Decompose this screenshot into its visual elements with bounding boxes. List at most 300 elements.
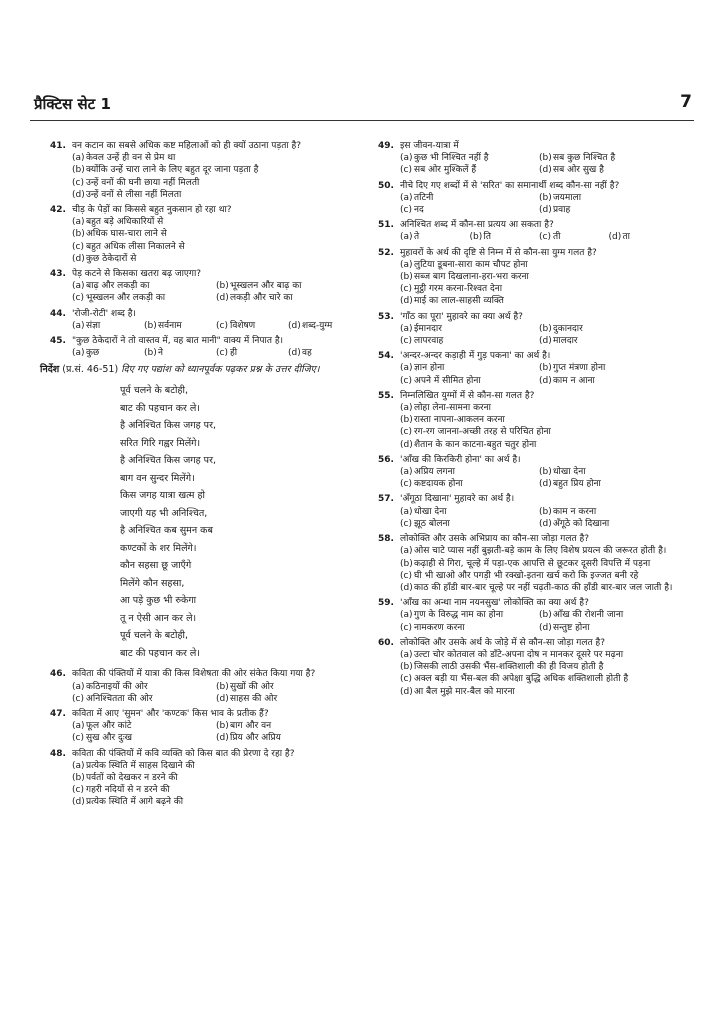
question-number: 50. <box>378 180 394 191</box>
option-text: अक्ल बड़ी या भैंस-बल की अपेक्षा बुद्धि अधिक शक्तिशाली होती है <box>414 674 629 685</box>
question-stem <box>50 308 360 320</box>
question-number: 48. <box>50 748 66 759</box>
option-text: अप्रिय लगना <box>414 467 455 478</box>
header-divider <box>30 120 694 121</box>
option-label: (d) <box>72 189 85 200</box>
option-text: सन्तुष्ट होना <box>553 622 590 633</box>
option-item <box>72 280 216 292</box>
question-text: 'आँख का अन्धा नाम नयनसुख' लोकोक्ति का क्या अर्थ है? <box>400 598 589 609</box>
option-text: नद <box>414 205 424 216</box>
option-item <box>539 362 678 374</box>
question-stem <box>50 708 360 720</box>
option-text: ज्ञान होना <box>414 363 445 374</box>
option-item <box>400 518 539 530</box>
option-item <box>539 478 678 490</box>
option-item <box>72 347 144 359</box>
options-list <box>50 347 360 359</box>
option-label: (c) <box>400 284 412 295</box>
poem-line: सरित गिरि गह्वर मिलेंगे। <box>120 437 201 449</box>
question-item <box>378 180 678 217</box>
option-text: बहुत प्रिय होना <box>553 479 601 490</box>
option-text: सुखों की ओर <box>230 681 274 692</box>
poem-line: है अनिश्चित किस जगह पर, <box>120 420 216 432</box>
question-number: 58. <box>378 534 394 545</box>
option-label: (c) <box>400 479 412 490</box>
option-label: (b) <box>539 323 552 334</box>
option-label: (c) <box>400 570 412 581</box>
question-item <box>378 311 678 348</box>
option-item <box>72 292 216 304</box>
question-text: नीचे दिए गए शब्दों में से 'सरित' का समानार्थी शब्द कौन-सा नहीं है? <box>400 180 620 191</box>
option-label: (d) <box>288 348 301 359</box>
option-item <box>470 231 540 243</box>
option-label: (b) <box>72 165 85 176</box>
option-text: सब ओर मुश्किलें हैं <box>414 165 477 176</box>
option-label: (c) <box>400 336 412 347</box>
option-item <box>288 320 360 332</box>
option-label: (b) <box>72 229 85 240</box>
option-label: (d) <box>539 518 552 529</box>
option-label: (d) <box>400 686 413 697</box>
option-item <box>539 152 678 164</box>
option-text: ति <box>483 232 491 243</box>
option-text: रग-रग जानना-अच्छी तरह से परिचित होना <box>414 427 551 438</box>
options-list <box>378 402 678 451</box>
option-label: (b) <box>400 272 413 283</box>
option-item <box>400 686 678 698</box>
question-number: 54. <box>378 351 394 362</box>
option-item <box>400 466 539 478</box>
option-text: प्रत्येक स्थिति में आगे बढ़ने की <box>86 797 184 808</box>
directions-text: दिए गए पद्यांश को ध्यानपूर्वक पढ़कर प्रश्न के उत्तर दीजिए। <box>121 364 320 376</box>
option-item <box>216 732 360 744</box>
option-label: (b) <box>216 721 229 732</box>
option-text: उन्हें वनों से लीसा नहीं मिलता <box>86 189 182 200</box>
option-text: लुटिया डूबना-सारा काम चौपट होना <box>414 259 528 270</box>
option-item <box>400 362 539 374</box>
question-item <box>378 247 678 308</box>
option-text: ही <box>230 348 238 359</box>
option-item <box>144 347 216 359</box>
option-label: (a) <box>400 259 413 270</box>
right-column <box>378 140 678 701</box>
option-text: अँगूठे को दिखाना <box>553 518 610 529</box>
option-item <box>400 426 678 438</box>
option-text: वह <box>302 348 312 359</box>
question-stem <box>50 335 360 347</box>
option-label: (a) <box>72 281 85 292</box>
option-text: प्रवाह <box>553 205 571 216</box>
option-text: दुकानदार <box>553 323 583 334</box>
question-text: "कुछ ठेकेदारों ने तो वास्तव में, वह बात मानी" वाक्य में निपात है। <box>72 336 284 347</box>
option-text: कठिनाइयों की ओर <box>86 681 148 692</box>
option-label: (a) <box>400 506 413 517</box>
option-text: लोहा लेना-सामना करना <box>414 403 491 414</box>
options-list <box>50 760 360 809</box>
option-label: (c) <box>400 622 412 633</box>
option-text: क्योंकि उन्हें चारा लाने के लिए बहुत दूर जाना पड़ता है <box>86 165 259 176</box>
question-stem <box>50 668 360 680</box>
option-label: (d) <box>539 336 552 347</box>
option-text: ती <box>553 232 561 243</box>
question-stem <box>378 140 678 152</box>
option-item <box>72 216 360 228</box>
option-text: प्रत्येक स्थिति में साहस दिखाने की <box>86 760 195 771</box>
option-item <box>72 241 360 253</box>
option-text: प्रिय और अप्रिय <box>230 733 281 744</box>
question-text: इस जीवन-यात्रा में <box>400 141 459 151</box>
option-item <box>216 347 288 359</box>
option-item <box>539 204 678 216</box>
question-number: 57. <box>378 494 394 505</box>
option-text: सब कुछ निश्चित है <box>553 153 616 164</box>
option-item <box>144 320 216 332</box>
question-stem <box>378 597 678 609</box>
option-text: सुख और दुःख <box>86 733 133 744</box>
question-item <box>378 140 678 177</box>
option-label: (d) <box>539 165 552 176</box>
option-label: (a) <box>400 232 413 243</box>
option-item <box>72 760 360 772</box>
option-label: (c) <box>72 241 84 252</box>
question-item <box>50 748 360 809</box>
question-stem <box>50 140 360 152</box>
question-text: कविता की पंक्तियों में यात्रा की किस विशेषता की ओर संकेत किया गया है? <box>72 669 316 680</box>
option-item <box>400 335 539 347</box>
option-text: मालदार <box>553 336 578 347</box>
poem-passage <box>50 382 360 662</box>
options-list <box>378 649 678 698</box>
option-label: (b) <box>469 232 483 243</box>
poem-line: पूर्व चलने के बटोही, <box>120 385 188 397</box>
option-item <box>400 414 678 426</box>
option-item <box>539 164 678 176</box>
question-number: 43. <box>50 269 66 280</box>
question-text: अनिश्चित शब्द में कौन-सा प्रत्यय आ सकता है? <box>400 220 554 231</box>
option-item <box>539 609 678 621</box>
option-label: (a) <box>72 153 85 164</box>
option-label: (d) <box>400 296 413 307</box>
options-list <box>378 545 678 594</box>
options-list <box>378 259 678 308</box>
option-item <box>539 466 678 478</box>
option-item <box>72 720 216 732</box>
option-label: (b) <box>72 773 85 784</box>
option-label: (b) <box>539 363 552 374</box>
option-label: (a) <box>400 610 413 621</box>
option-label: (c) <box>72 177 84 188</box>
question-number: 51. <box>378 220 394 231</box>
question-text: कविता में आए 'सुमन' और 'कण्टक' किस भाव के प्रतीक हैं? <box>72 709 269 720</box>
option-item <box>400 439 678 451</box>
question-item <box>378 637 678 698</box>
poem-line: मिलेंगे कौन सहसा, <box>120 577 185 589</box>
option-label: (d) <box>216 693 229 704</box>
options-list <box>50 320 360 332</box>
option-item <box>72 164 360 176</box>
question-text: 'अन्दर-अन्दर कड़ाही में गुड़ पकना' का अर्थ है। <box>400 351 551 362</box>
option-text: अनिश्चितता की ओर <box>86 693 153 704</box>
option-label: (d) <box>608 232 622 243</box>
option-text: आ बैल मुझे मार-बैल को मारना <box>414 686 515 697</box>
option-label: (d) <box>539 205 552 216</box>
directions-range: (प्र.सं. 46-51) <box>62 364 119 376</box>
option-item <box>400 375 539 387</box>
option-item <box>72 784 360 796</box>
question-number: 44. <box>50 308 66 319</box>
option-label: (b) <box>144 320 157 331</box>
option-item <box>400 649 678 661</box>
option-item <box>72 253 360 265</box>
options-list <box>378 231 678 243</box>
option-item <box>400 323 539 335</box>
question-text: पेड़ कटने से किसका खतरा बढ़ जाएगा? <box>72 269 202 280</box>
question-item <box>378 454 678 491</box>
question-text: कविता की पंक्तियों में कवि व्यक्ति को किस बात की प्रेरणा दे रहा है? <box>72 748 295 759</box>
option-label: (a) <box>72 760 85 771</box>
options-list <box>378 323 678 347</box>
option-text: सब ओर सुख है <box>553 165 604 176</box>
option-label: (a) <box>400 192 413 203</box>
poem-line: आ पड़े कुछ भी रुकेगा <box>120 595 197 607</box>
question-number: 46. <box>50 669 66 680</box>
question-number: 59. <box>378 598 394 609</box>
question-number: 53. <box>378 311 394 322</box>
option-text: लकड़ी और चारे का <box>230 293 293 304</box>
option-item <box>539 231 609 243</box>
options-list <box>378 152 678 176</box>
question-number: 49. <box>378 141 394 151</box>
options-list <box>378 192 678 216</box>
option-label: (a) <box>400 323 413 334</box>
option-text: अपने में सीमित होना <box>414 375 481 386</box>
option-text: रास्ता नापना-आकलन करना <box>414 415 505 426</box>
option-text: बाग और वन <box>230 721 272 732</box>
option-text: कुछ भी निश्चित नहीं है <box>414 153 489 164</box>
option-label: (b) <box>539 192 552 203</box>
option-item <box>400 661 678 673</box>
question-text: 'अँगूठा दिखाना' मुहावरे का अर्थ है। <box>400 494 515 505</box>
option-item <box>400 545 678 557</box>
option-label: (b) <box>400 662 413 673</box>
option-text: काठ की हाँडी बार-बार चूल्हे पर नहीं चढ़ती-काठ की हाँडी बार-बार जल जाती है। <box>414 582 673 593</box>
option-text: गुप्त मंत्रणा होना <box>553 363 606 374</box>
options-list <box>50 681 360 705</box>
option-item <box>400 506 539 518</box>
option-item <box>400 609 539 621</box>
poem-line: है अनिश्चित कब सुमन कब <box>120 525 213 537</box>
option-text: फूल और कांटे <box>86 721 132 732</box>
option-text: मुट्ठी गरम करना-रिश्वत देना <box>414 284 503 295</box>
poem-line: तू न ऐसी आन कर ले। <box>120 612 197 624</box>
directions-heading: निर्देश <box>40 364 60 376</box>
options-list <box>378 466 678 490</box>
question-text: मुहावरों के अर्थ की दृष्टि से निम्न में से कौन-सा युग्म गलत है? <box>400 247 597 258</box>
option-item <box>72 320 144 332</box>
option-text: बहुत बड़े अधिकारियों से <box>86 217 164 228</box>
option-label: (d) <box>72 253 85 264</box>
option-label: (a) <box>72 681 85 692</box>
option-item <box>72 693 216 705</box>
question-stem <box>378 350 678 362</box>
option-item <box>216 292 360 304</box>
option-item <box>72 681 216 693</box>
option-text: कुछ ठेकेदारों से <box>86 253 137 264</box>
option-label: (c) <box>216 348 228 359</box>
question-item <box>378 597 678 634</box>
option-item <box>72 189 360 201</box>
option-item <box>400 204 539 216</box>
option-item <box>72 796 360 808</box>
question-stem <box>378 390 678 402</box>
option-item <box>400 622 539 634</box>
option-text: कष्टदायक होना <box>414 479 463 490</box>
option-item <box>72 772 360 784</box>
option-text: भूस्खलन और बाढ़ का <box>230 281 302 292</box>
option-label: (b) <box>539 467 552 478</box>
option-label: (c) <box>72 733 84 744</box>
option-text: साहस की ओर <box>230 693 278 704</box>
option-text: केवल उन्हें ही वन से प्रेम था <box>86 153 176 164</box>
left-column <box>40 140 360 812</box>
option-item <box>216 693 360 705</box>
option-text: उल्टा चोर कोतवाल को डाँटे-अपना दोष न मानकर दूसरे पर मढ़ना <box>414 649 624 660</box>
option-text: ओस चाटे प्यास नहीं बुझती-बड़े काम के लिए विशेष प्रयत्न की जरूरत होती है। <box>414 546 667 557</box>
option-item <box>72 732 216 744</box>
option-label: (b) <box>144 348 157 359</box>
question-text: वन कटान का सबसे अधिक कष्ट महिलाओं को ही क्यों उठाना पड़ता है? <box>72 141 302 151</box>
poem-line: बाग वन सुन्दर मिलेंगे। <box>120 472 195 484</box>
option-item <box>400 582 678 594</box>
option-label: (b) <box>539 610 552 621</box>
options-list <box>50 720 360 744</box>
option-label: (a) <box>72 320 85 331</box>
option-text: तटिनी <box>414 192 434 203</box>
option-label: (d) <box>539 375 552 386</box>
option-item <box>400 152 539 164</box>
option-text: उन्हें वनों की घनी छाया नहीं मिलती <box>86 177 200 188</box>
option-item <box>400 673 678 685</box>
option-item <box>216 280 360 292</box>
option-text: ता <box>622 232 630 243</box>
question-stem <box>378 533 678 545</box>
option-item <box>400 295 678 307</box>
option-label: (b) <box>216 681 229 692</box>
option-item <box>539 192 678 204</box>
option-text: कढ़ाही से गिरा, चूल्हे में पड़ा-एक आपत्ति से छूटकर दूसरी विपत्ति में पड़ना <box>414 558 651 569</box>
option-item <box>539 622 678 634</box>
option-label: (a) <box>72 348 85 359</box>
option-item <box>539 506 678 518</box>
option-text: काम न करना <box>553 506 597 517</box>
option-item <box>400 271 678 283</box>
option-label: (c) <box>216 320 228 331</box>
question-item <box>50 140 360 201</box>
question-stem <box>378 219 678 231</box>
poem-line: बाट की पहचान कर ले। <box>120 402 200 414</box>
question-number: 60. <box>378 637 394 648</box>
option-label: (b) <box>539 153 552 164</box>
option-item <box>72 228 360 240</box>
option-item <box>400 164 539 176</box>
question-number: 55. <box>378 390 394 401</box>
option-label: (c) <box>400 427 412 438</box>
option-label: (b) <box>400 415 413 426</box>
question-stem <box>378 180 678 192</box>
option-text: भूस्खलन और लकड़ी का <box>86 293 166 304</box>
directions <box>40 363 360 376</box>
question-text: लोकोक्ति और उसके अर्थ के जोड़े में से कौन-सा जोड़ा गलत है? <box>400 637 605 648</box>
option-text: विशेषण <box>230 320 256 331</box>
option-item <box>72 152 360 164</box>
question-item <box>50 668 360 705</box>
question-item <box>378 350 678 387</box>
option-label: (d) <box>216 293 229 304</box>
option-item <box>539 375 678 387</box>
poem-line: कौन सहसा छू जाएँगे <box>120 560 192 572</box>
option-text: सर्वनाम <box>158 320 182 331</box>
question-number: 42. <box>50 205 66 216</box>
options-list <box>50 216 360 265</box>
question-stem <box>50 204 360 216</box>
option-text: माई का लाल-साहसी व्यक्ति <box>414 296 504 307</box>
option-text: बहुत अधिक लीसा निकालने से <box>86 241 185 252</box>
option-text: घी भी खाओ और पगड़ी भी रक्खो-इतना खर्च करो कि इज्जत बनी रहे <box>414 570 639 581</box>
option-item <box>539 335 678 347</box>
question-item <box>378 533 678 594</box>
poem-line: जाएगी यह भी अनिश्चित, <box>120 507 208 519</box>
option-label: (a) <box>400 649 413 660</box>
option-text: आँख की रोशनी जाना <box>553 610 624 621</box>
option-text: ने <box>158 348 163 359</box>
option-label: (c) <box>400 674 412 685</box>
option-label: (a) <box>72 217 85 228</box>
option-label: (b) <box>400 558 413 569</box>
option-label: (d) <box>539 622 552 633</box>
poem-line: किस जगह यात्रा खत्म हो <box>120 490 206 502</box>
question-number: 41. <box>50 141 66 151</box>
option-item <box>216 720 360 732</box>
question-number: 45. <box>50 336 66 347</box>
question-stem <box>50 268 360 280</box>
option-label: (c) <box>72 293 84 304</box>
question-item <box>50 335 360 359</box>
option-item <box>216 320 288 332</box>
option-item <box>400 259 678 271</box>
question-item <box>378 390 678 451</box>
question-item <box>50 308 360 332</box>
option-item <box>216 681 360 693</box>
option-item <box>400 402 678 414</box>
poem-line: है अनिश्चित किस जगह पर, <box>120 455 216 467</box>
option-text: सब्ज बाग दिखलाना-हरा-भरा करना <box>414 272 529 283</box>
option-text: कुछ <box>86 348 100 359</box>
option-label: (a) <box>72 721 85 732</box>
option-label: (c) <box>400 375 412 386</box>
section-title: प्रैक्टिस सेट 1 <box>34 95 111 113</box>
option-text: अधिक घास-चारा लाने से <box>86 229 167 240</box>
question-list-49-60 <box>378 140 678 698</box>
option-text: शब्द-युग्म <box>302 320 333 331</box>
option-text: धोखा देना <box>414 506 447 517</box>
question-number: 56. <box>378 454 394 465</box>
option-label: (b) <box>216 281 229 292</box>
option-label: (a) <box>400 153 413 164</box>
question-list-41-45 <box>50 140 360 359</box>
option-label: (a) <box>400 363 413 374</box>
options-list <box>378 609 678 633</box>
option-label: (c) <box>539 232 551 243</box>
